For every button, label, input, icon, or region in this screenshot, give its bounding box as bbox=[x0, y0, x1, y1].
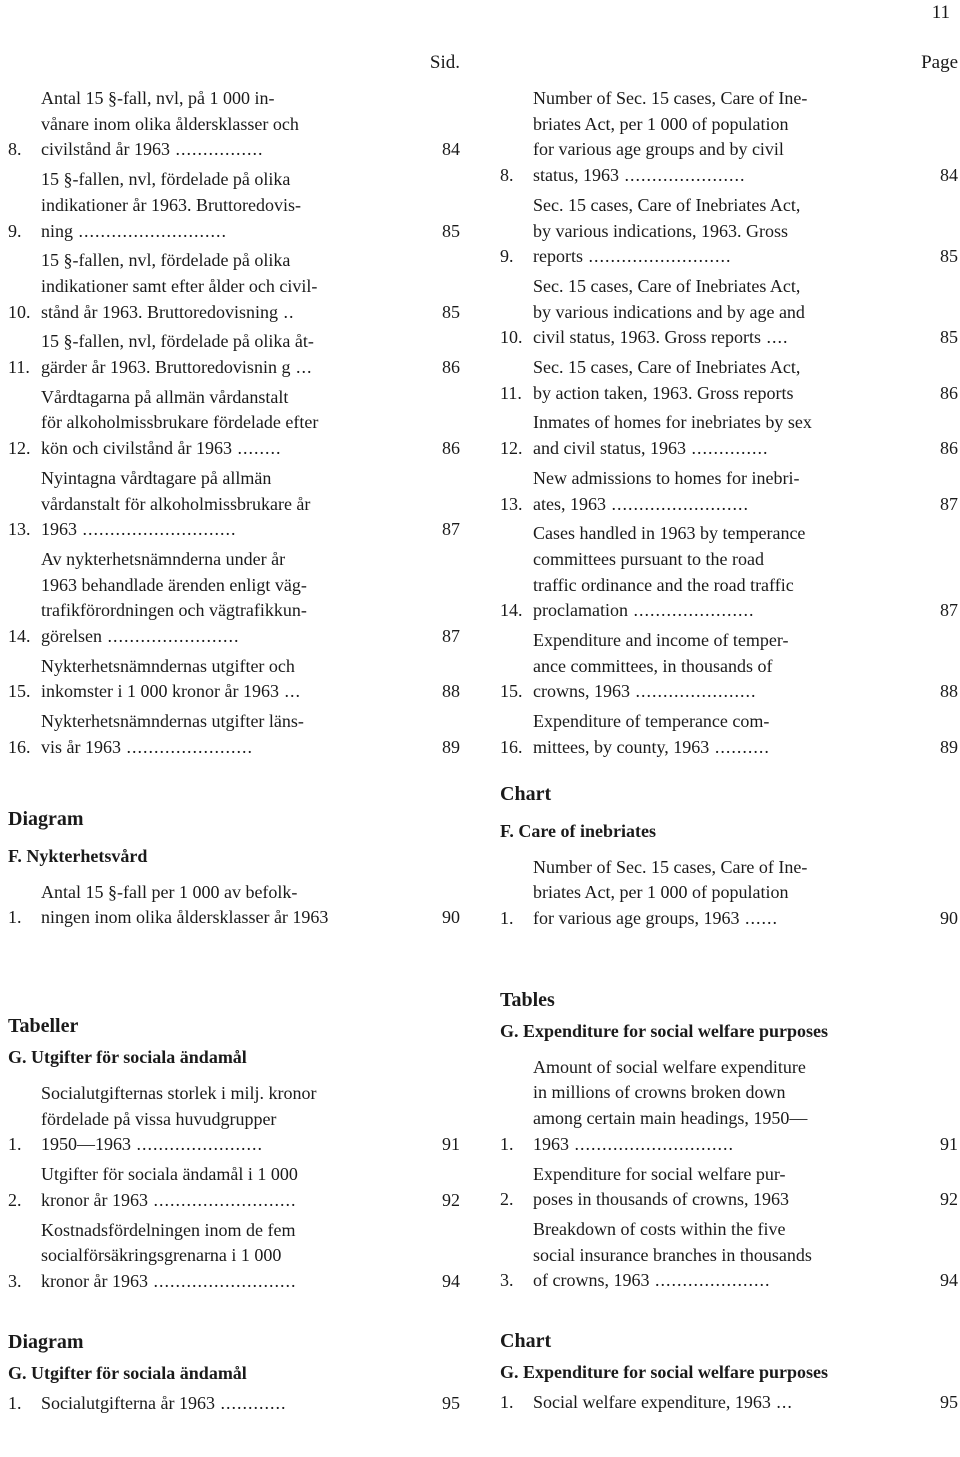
section-heading-diagram-g: Diagram bbox=[8, 1330, 84, 1353]
dot-leader: ....................... bbox=[131, 1134, 263, 1155]
entry-page-number: 87 bbox=[940, 493, 958, 514]
toc-entry bbox=[500, 855, 958, 932]
entry-title-last-line bbox=[41, 624, 418, 650]
entry-title-line: Utgifter för sociala ändamål i 1 000 bbox=[41, 1164, 298, 1185]
entry-page-number: 86 bbox=[940, 382, 958, 403]
toc-list-nykterhetsvard bbox=[8, 86, 460, 761]
entry-number: 11. bbox=[8, 357, 30, 378]
entry-title-line: in millions of crowns broken down bbox=[533, 1082, 786, 1103]
page-column-label: Sid. bbox=[429, 52, 460, 73]
entry-title-last-text: vis år 1963 bbox=[41, 736, 121, 757]
toc-entry bbox=[500, 466, 958, 517]
entry-title bbox=[533, 1390, 924, 1416]
entry-title-last-line bbox=[41, 679, 418, 705]
entry-title-line: 1963 behandlade ärenden enligt väg- bbox=[41, 574, 307, 595]
entry-title-line: indikationer år 1963. Bruttoredovis- bbox=[41, 194, 301, 215]
entry-page-number: 92 bbox=[442, 1189, 460, 1210]
entry-title-last-text: civil status, 1963. Gross reports bbox=[533, 327, 761, 348]
entry-title-last-line bbox=[533, 735, 916, 761]
entry-title-last-line bbox=[41, 219, 418, 245]
entry-number: 1. bbox=[500, 1392, 514, 1413]
entry-number: 14. bbox=[500, 600, 523, 621]
entry-title-line: ance committees, in thousands of bbox=[533, 655, 773, 676]
entry-title-line: Sec. 15 cases, Care of Inebriates Act, bbox=[533, 275, 801, 296]
entry-title-line: Nykterhetsnämndernas utgifter läns- bbox=[41, 711, 304, 732]
toc-list-chart-f bbox=[500, 855, 958, 932]
entry-title bbox=[533, 1162, 924, 1213]
dot-leader: ...................... bbox=[630, 681, 757, 702]
toc-entry bbox=[8, 547, 460, 650]
dot-leader: ................ bbox=[169, 139, 264, 160]
entry-title-line: vårdanstalt för alkoholmissbrukare år bbox=[41, 493, 311, 514]
entry-title-line: Expenditure and income of temper- bbox=[533, 630, 789, 651]
dot-leader: .......................... bbox=[147, 1270, 297, 1291]
section-subheading-g: G. Expenditure for social welfare purposes bbox=[500, 1020, 828, 1041]
dot-leader: ... bbox=[770, 1392, 793, 1413]
entry-title-line: Number of Sec. 15 cases, Care of Ine- bbox=[533, 856, 808, 877]
entry-title-last-line bbox=[41, 1132, 418, 1158]
entry-title-line: committees pursuant to the road bbox=[533, 548, 764, 569]
entry-page-number: 85 bbox=[940, 327, 958, 348]
entry-title-line: 15 §-fallen, nvl, fördelade på olika bbox=[41, 169, 291, 190]
entry-page-number: 91 bbox=[442, 1134, 460, 1155]
entry-title-last-text: görelsen bbox=[41, 626, 102, 647]
entry-title-line: Breakdown of costs within the five bbox=[533, 1218, 786, 1239]
entry-page-number: 85 bbox=[442, 220, 460, 241]
entry-title bbox=[533, 521, 924, 624]
entry-title-line: socialförsäkringsgrenarna i 1 000 bbox=[41, 1245, 282, 1266]
entry-title-line: fördelade på vissa huvudgrupper bbox=[41, 1108, 277, 1129]
section-heading-diagram: Diagram bbox=[8, 807, 84, 830]
dot-leader: ......................... bbox=[605, 493, 749, 514]
entry-number: 1. bbox=[8, 907, 22, 928]
dot-leader: ........ bbox=[231, 438, 282, 459]
dot-leader: ............................ bbox=[77, 519, 237, 540]
entry-title bbox=[533, 86, 924, 189]
entry-title-line: among certain main headings, 1950— bbox=[533, 1108, 808, 1129]
entry-title-last-text: 1963 bbox=[533, 1133, 569, 1154]
entry-title-last-text: proclamation bbox=[533, 600, 628, 621]
entry-title bbox=[533, 410, 924, 461]
toc-entry bbox=[8, 385, 460, 462]
entry-title-last-line bbox=[533, 906, 916, 932]
toc-entry bbox=[500, 1390, 958, 1416]
entry-title-line: Number of Sec. 15 cases, Care of Ine- bbox=[533, 88, 808, 108]
toc-entry bbox=[500, 709, 958, 760]
entry-title bbox=[533, 274, 924, 351]
toc-entry bbox=[8, 167, 460, 244]
toc-list-diagram-f bbox=[8, 880, 460, 931]
page-column-label: Page bbox=[921, 52, 958, 73]
entry-title-last-text: of crowns, 1963 bbox=[533, 1270, 650, 1291]
entry-title-last-line bbox=[533, 325, 916, 351]
entry-page-number: 87 bbox=[442, 626, 460, 647]
entry-page-number: 95 bbox=[940, 1392, 958, 1413]
entry-title-line: Kostnadsfördelningen inom de fem bbox=[41, 1219, 296, 1240]
toc-entry bbox=[8, 248, 460, 325]
dot-leader: ............................. bbox=[569, 1133, 734, 1154]
entry-title bbox=[41, 248, 426, 325]
entry-title bbox=[533, 193, 924, 270]
entry-title-last-text: Social welfare expenditure, 1963 bbox=[533, 1392, 771, 1413]
dot-leader: ........................... bbox=[73, 220, 228, 241]
entry-title-line: Socialutgifternas storlek i milj. kronor bbox=[41, 1082, 317, 1103]
dot-leader: ........................ bbox=[101, 626, 240, 647]
toc-entry bbox=[8, 1162, 460, 1213]
section-heading-tables: Tables bbox=[500, 988, 555, 1011]
entry-title-last-text: by action taken, 1963. Gross reports bbox=[533, 382, 794, 403]
entry-number: 1. bbox=[500, 1133, 514, 1154]
section-subheading-g-diagram: G. Utgifter för sociala ändamål bbox=[8, 1362, 247, 1383]
entry-number: 16. bbox=[8, 736, 31, 757]
entry-title-last-line bbox=[533, 598, 916, 624]
entry-number: 12. bbox=[500, 438, 523, 459]
dot-leader: ...... bbox=[739, 907, 778, 928]
dot-leader: .......................... bbox=[147, 1189, 297, 1210]
entry-title-line: briates Act, per 1 000 of population bbox=[533, 113, 789, 134]
toc-list-diagram-g bbox=[8, 1391, 460, 1417]
entry-title-last-text: crowns, 1963 bbox=[533, 681, 630, 702]
toc-entry bbox=[8, 466, 460, 543]
entry-title-line: Amount of social welfare expenditure bbox=[533, 1056, 806, 1077]
entry-title-last-text: gärder år 1963. Bruttoredovisnin g bbox=[41, 357, 291, 378]
toc-entry bbox=[8, 709, 460, 760]
toc-entry bbox=[500, 521, 958, 624]
toc-entry bbox=[8, 86, 460, 163]
english-column bbox=[500, 52, 958, 1416]
entry-title-line: vånare inom olika åldersklasser och bbox=[41, 113, 299, 134]
entry-title-line: Antal 15 §-fall, nvl, på 1 000 in- bbox=[41, 88, 275, 108]
entry-number: 1. bbox=[8, 1392, 22, 1413]
entry-title-last-text: mittees, by county, 1963 bbox=[533, 736, 710, 757]
entry-title-last-line bbox=[41, 1391, 418, 1417]
entry-title-last-text: stånd år 1963. Bruttoredovisning bbox=[41, 301, 278, 322]
entry-page-number: 89 bbox=[442, 736, 460, 757]
toc-entry bbox=[8, 1391, 460, 1417]
toc-entry bbox=[8, 1081, 460, 1158]
entry-page-number: 95 bbox=[442, 1392, 460, 1413]
dot-leader: ... bbox=[278, 681, 301, 702]
entry-number: 8. bbox=[8, 139, 22, 160]
dot-leader: .......................... bbox=[582, 246, 732, 267]
entry-title bbox=[41, 880, 426, 931]
entry-page-number: 86 bbox=[940, 438, 958, 459]
entry-title-last-text: 1963 bbox=[41, 519, 77, 540]
toc-entry bbox=[8, 1218, 460, 1295]
entry-page-number: 87 bbox=[442, 519, 460, 540]
entry-title-last-text: poses in thousands of crowns, 1963 bbox=[533, 1189, 789, 1210]
entry-title-line: Nykterhetsnämndernas utgifter och bbox=[41, 655, 295, 676]
entry-title-last-line bbox=[533, 492, 916, 518]
toc-entry bbox=[500, 628, 958, 705]
entry-title-line: Expenditure of temperance com- bbox=[533, 711, 770, 732]
entry-title-line: indikationer samt efter ålder och civil- bbox=[41, 275, 318, 296]
entry-title-last-text: reports bbox=[533, 246, 583, 267]
entry-page-number: 87 bbox=[940, 600, 958, 621]
entry-title-last-line bbox=[41, 1269, 418, 1295]
entry-page-number: 94 bbox=[442, 1270, 460, 1291]
entry-title-last-line bbox=[533, 1132, 916, 1158]
toc-list-chart-g bbox=[500, 1390, 958, 1416]
dot-leader: ............ bbox=[214, 1392, 287, 1413]
dot-leader: ...................... bbox=[619, 165, 746, 186]
entry-page-number: 89 bbox=[940, 736, 958, 757]
entry-title-last-text: kronor år 1963 bbox=[41, 1189, 148, 1210]
entry-title-last-text: status, 1963 bbox=[533, 165, 620, 186]
entry-number: 13. bbox=[500, 493, 523, 514]
entry-title bbox=[533, 466, 924, 517]
toc-entry bbox=[500, 1217, 958, 1294]
entry-number: 10. bbox=[500, 327, 523, 348]
entry-title-line: by various indications, 1963. Gross bbox=[533, 220, 788, 241]
toc-list-tables-g bbox=[8, 1081, 460, 1295]
entry-title bbox=[41, 1081, 426, 1158]
dot-leader: ....................... bbox=[121, 736, 253, 757]
entry-title-last-line bbox=[41, 436, 418, 462]
entry-title-last-text: civilstånd år 1963 bbox=[41, 139, 170, 160]
dot-leader: ..................... bbox=[649, 1270, 771, 1291]
entry-title bbox=[41, 1162, 426, 1213]
entry-title bbox=[533, 1055, 924, 1158]
entry-page-number: 88 bbox=[940, 681, 958, 702]
entry-title bbox=[533, 628, 924, 705]
entry-page-number: 85 bbox=[940, 246, 958, 267]
entry-title-last-text: ates, 1963 bbox=[533, 493, 606, 514]
entry-title bbox=[41, 385, 426, 462]
entry-page-number: 91 bbox=[940, 1133, 958, 1154]
entry-number: 9. bbox=[500, 246, 514, 267]
entry-title-line: by various indications and by age and bbox=[533, 301, 805, 322]
entry-title-last-line bbox=[533, 1390, 916, 1416]
entry-number: 16. bbox=[500, 736, 523, 757]
entry-page-number: 88 bbox=[442, 681, 460, 702]
entry-number: 13. bbox=[8, 519, 31, 540]
entry-title-last-text: inkomster i 1 000 kronor år 1963 bbox=[41, 681, 279, 702]
entry-page-number: 86 bbox=[442, 357, 460, 378]
entry-title-last-line bbox=[533, 1187, 916, 1213]
entry-title bbox=[41, 167, 426, 244]
entry-number: 15. bbox=[8, 681, 31, 702]
entry-title-last-line bbox=[41, 735, 418, 761]
entry-title-last-text: kön och civilstånd år 1963 bbox=[41, 438, 232, 459]
entry-title-line: 15 §-fallen, nvl, fördelade på olika åt- bbox=[41, 331, 314, 352]
dot-leader: .... bbox=[760, 327, 789, 348]
entry-number: 15. bbox=[500, 681, 523, 702]
entry-number: 2. bbox=[500, 1189, 514, 1210]
entry-page-number: 86 bbox=[442, 438, 460, 459]
entry-title-line: New admissions to homes for inebri- bbox=[533, 467, 800, 488]
section-subheading-g-chart: G. Expenditure for social welfare purposes bbox=[500, 1362, 828, 1383]
entry-number: 1. bbox=[8, 1134, 22, 1155]
entry-page-number: 84 bbox=[442, 139, 460, 160]
toc-list-tables-g bbox=[500, 1055, 958, 1294]
entry-title-last-line bbox=[533, 679, 916, 705]
dot-leader: .. bbox=[277, 301, 295, 322]
entry-title-line: Av nykterhetsnämnderna under år bbox=[41, 548, 286, 569]
section-subheading-g: G. Utgifter för sociala ändamål bbox=[8, 1046, 247, 1067]
toc-entry bbox=[8, 880, 460, 931]
swedish-column bbox=[8, 52, 460, 1416]
entry-title bbox=[41, 709, 426, 760]
entry-title-last-line bbox=[41, 137, 418, 163]
entry-title bbox=[41, 466, 426, 543]
entry-title-last-line bbox=[533, 244, 916, 270]
entry-number: 1. bbox=[500, 907, 514, 928]
entry-title-line: traffic ordinance and the road traffic bbox=[533, 574, 794, 595]
entry-page-number: 92 bbox=[940, 1189, 958, 1210]
entry-number: 9. bbox=[8, 220, 22, 241]
dot-leader: .............. bbox=[685, 438, 769, 459]
entry-title-last-line bbox=[533, 436, 916, 462]
entry-number: 8. bbox=[500, 165, 514, 186]
entry-title bbox=[41, 329, 426, 380]
dot-leader: .......... bbox=[709, 736, 770, 757]
entry-title-line: för alkoholmissbrukare fördelade efter bbox=[41, 412, 319, 433]
dot-leader: ...................... bbox=[627, 600, 755, 621]
entry-title-line: Sec. 15 cases, Care of Inebriates Act, bbox=[533, 357, 801, 378]
entry-page-number: 84 bbox=[940, 165, 958, 186]
entry-title bbox=[533, 355, 924, 406]
entry-title bbox=[41, 654, 426, 705]
entry-title-last-text: ning bbox=[41, 220, 74, 241]
toc-entry bbox=[500, 274, 958, 351]
entry-number: 11. bbox=[500, 382, 522, 403]
entry-title bbox=[41, 1218, 426, 1295]
entry-title-last-text: 1950—1963 bbox=[41, 1134, 131, 1155]
entry-title-last-line bbox=[533, 381, 916, 407]
entry-number: 3. bbox=[8, 1270, 22, 1291]
entry-page-number: 90 bbox=[940, 907, 958, 928]
toc-entry bbox=[500, 355, 958, 406]
toc-entry bbox=[8, 329, 460, 380]
entry-title-last-line bbox=[533, 1268, 916, 1294]
entry-number: 12. bbox=[8, 438, 31, 459]
entry-title bbox=[533, 855, 924, 932]
entry-title-last-line bbox=[41, 300, 418, 326]
section-heading-chart-g: Chart bbox=[500, 1330, 552, 1353]
toc-entry bbox=[500, 86, 958, 189]
entry-title bbox=[41, 547, 426, 650]
section-heading-chart: Chart bbox=[500, 782, 552, 805]
entry-title bbox=[41, 1391, 426, 1417]
toc-entry bbox=[500, 1055, 958, 1158]
entry-title-last-line bbox=[41, 517, 418, 543]
toc-entry bbox=[500, 1162, 958, 1213]
dot-leader: ... bbox=[290, 357, 313, 378]
entry-title-line: Vårdtagarna på allmän vårdanstalt bbox=[41, 386, 289, 407]
entry-title-last-line bbox=[41, 355, 418, 381]
entry-title-last-text: kronor år 1963 bbox=[41, 1270, 148, 1291]
entry-title-last-text: for various age groups, 1963 bbox=[533, 907, 740, 928]
entry-title-line: social insurance branches in thousands bbox=[533, 1244, 812, 1265]
entry-title-line: Inmates of homes for inebriates by sex bbox=[533, 412, 812, 433]
entry-title-line: Sec. 15 cases, Care of Inebriates Act, bbox=[533, 194, 801, 215]
toc-entry bbox=[8, 654, 460, 705]
section-subheading-f: F. Care of inebriates bbox=[500, 820, 656, 841]
entry-number: 14. bbox=[8, 626, 31, 647]
entry-title-line: for various age groups and by civil bbox=[533, 139, 784, 160]
entry-title-last-text: and civil status, 1963 bbox=[533, 438, 686, 459]
section-heading-tabeller: Tabeller bbox=[8, 1014, 79, 1037]
entry-number: 10. bbox=[8, 301, 31, 322]
entry-title-last-text: ningen inom olika åldersklasser år 1963 bbox=[41, 907, 329, 928]
entry-title-line: 15 §-fallen, nvl, fördelade på olika bbox=[41, 250, 291, 271]
entry-title bbox=[533, 1217, 924, 1294]
entry-page-number: 85 bbox=[442, 301, 460, 322]
entry-title-line: Nyintagna vårdtagare på allmän bbox=[41, 467, 272, 488]
entry-title-last-text: Socialutgifterna år 1963 bbox=[41, 1392, 215, 1413]
entry-number: 3. bbox=[500, 1270, 514, 1291]
entry-title bbox=[533, 709, 924, 760]
entry-title-last-line bbox=[41, 905, 418, 931]
entry-title-line: Antal 15 §-fall per 1 000 av befolk- bbox=[41, 881, 298, 902]
page-number: 11 bbox=[931, 2, 950, 23]
toc-list-inebriates bbox=[500, 86, 958, 761]
entry-title-line: Expenditure for social welfare pur- bbox=[533, 1163, 786, 1184]
toc-entry bbox=[500, 193, 958, 270]
section-subheading-f: F. Nykterhetsvård bbox=[8, 845, 148, 866]
toc-entry bbox=[500, 410, 958, 461]
entry-title-line: Cases handled in 1963 by temperance bbox=[533, 523, 806, 544]
entry-title-last-line bbox=[533, 163, 916, 189]
entry-title-line: trafikförordningen och vägtrafikkun- bbox=[41, 600, 307, 621]
entry-title-line: briates Act, per 1 000 of population bbox=[533, 882, 789, 903]
entry-title-last-line bbox=[41, 1188, 418, 1214]
entry-page-number: 94 bbox=[940, 1270, 958, 1291]
entry-number: 2. bbox=[8, 1189, 22, 1210]
entry-title bbox=[41, 86, 426, 163]
entry-page-number: 90 bbox=[442, 907, 460, 928]
